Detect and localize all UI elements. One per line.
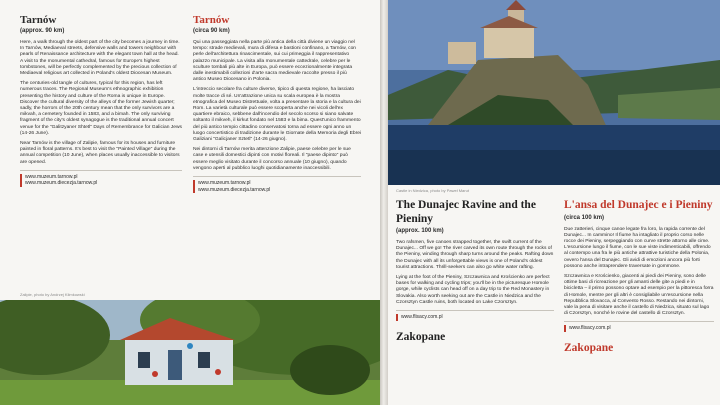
divider bbox=[20, 170, 182, 171]
dunajec-title-it: L'ansa del Dunajec e i Pieniny bbox=[564, 199, 713, 211]
tarnow-distance-en: (approx. 90 km) bbox=[20, 28, 65, 34]
tarnow-para2-en: The centuries-old tangle of cultures, typical for this region, has left numerous traces. The Regional Museum's ethnographic exhibition presenting the history and culture of the Roma is unique in Europe. Discover the cultural diversity of the alleys of the former Jewish quarter; sadly, the horrors of the 20th century mean that the only survivors are a mikvah, a cemetery founded in 1583, and a bimah. The only surviving fragment of the city's oldest synagogue is the traditional annual concert venue for the "Galitzyaner Shtetl" Days of Remembrance for Galician Jews (14-26 June). bbox=[20, 81, 182, 136]
tarnow-para3-en: Near Tarnów is the village of Zalipie, famous for its houses and furniture painted in floral patterns. It's best to visit the "Painted Village" during the annual competition (10 June), when places usually inaccessible to visitors are opened. bbox=[20, 141, 180, 165]
tarnow-english-column bbox=[20, 14, 182, 187]
link-flisacy-it[interactable]: www.flisacy.com.pl bbox=[564, 325, 714, 332]
zakopane-title-en: Zakopane bbox=[396, 330, 446, 343]
dunajec-distance-en: (approx. 100 km) bbox=[396, 228, 444, 234]
zalipie-cottage-photo bbox=[0, 300, 380, 405]
niedzica-castle-photo bbox=[388, 0, 720, 185]
tarnow-para1-en: Here, a walk through the oldest part of the city becomes a journey in time. In Tarnów, Mediaeval streets, defensive walls and towers neighbour with pearls of Renaissance architecture with the elegant town hall at the head. A visit to the monumental cathedral, famous for Europe's highest tombstones, will be perfectly complemented by the precious collection of Mediaeval religious art collected in Poland's oldest Diocesan Museum. bbox=[20, 40, 180, 77]
zakopane-title-it: Zakopane bbox=[564, 341, 614, 354]
tarnow-title-it: Tarnów bbox=[193, 14, 230, 26]
link-muzeum-diecezja-en[interactable]: www.muzeum.diecezja.tarnow.pl bbox=[20, 180, 182, 187]
link-muzeum-tarnow-en[interactable]: www.muzeum.tarnow.pl bbox=[20, 174, 182, 181]
tarnow-distance-it: (circa 90 km) bbox=[193, 28, 230, 34]
dunajec-title-en: The Dunajec Ravine and the Pieniny bbox=[396, 199, 536, 225]
dunajec-para2-it: Szczawnica e Krościenko, giacenti ai piedi dei Pieniny, sono delle ottime basi di ricreazione per gli amanti delle gite a piedi e in bicicletta – il primo possono optare ad esempio per la pittoresca forra di Homole, mentre per gli altri è consigliabile un'escursione nella Repubblica Slovacca, al Convento Rosso. Restando nei dintorni, vale la pena di visitare anche il castello di Niedzica, situato sul lago di Czorsztyn, nonché le rovine del castello di Czorsztyn. bbox=[564, 273, 714, 317]
tarnow-para1-it: Qui una passeggiata nella parte più antica della città diviene un viaggio nel tempo: strade medievali, mura di difesa e bastioni confinano, a Tarnów, con perle dell'architettura rinascimentale, sui cui primeggia il rappresentativo palazzo municipale. La visita alla monumentale cattedrale, celebre per le sculture tombali più alte in Europa, può essere eccezionalmente integrata dalle inestimabili collezioni d'arte sacra medievale raccolte presso il più antico Museo Diocesano in Polonia. bbox=[193, 40, 357, 83]
dunajec-para1-it: Due zatterieri, cinque canoe legate fra loro, la rapida corrente del Dunajec... In cammino! Il fiume ha intagliato il proprio corso nelle rocce dei Pieniny, serpeggiando con curve strette attorno alle cime. L'escursione lungo il fiume, con le sue viste indimenticabili, offrendo al contempo una fra le più antiche attrattive turistiche della Polonia, ovvero l'ansa del Dunajec. Gli avidi di emozioni ancora più forti possono anche intraprendere traversate in gommone. bbox=[564, 226, 711, 269]
tarnow-para2-it: L'intreccio secolare fra culture diverse, tipico di questa regione, ha lasciato molte tracce di sé. Un'attrazione unica su scala europea è la mostra etnografica del Museo Distrettuale, volta a presentare la storia e la cultura dei Rom. La varietà culturale può essere scoperta anche nei vicoli dell'ex quartiere ebraico, sebbene dall'incendio del secolo scorso si siano salvate soltanto il mikveh, il kirkut fondato nel 1583 e la bima. Quest'unico frammento del più antico tempio cittadino conservatosi torna ad essere ogni anno un luogo concertistico di tradizione durante le Giornate della Memoria degli Ebrei Galiziani "Galicjaner Sztetl" (14-26 giugno). bbox=[193, 87, 362, 143]
dunajec-italian-column bbox=[564, 199, 714, 355]
tarnow-para3-it: Nei dintorni di Tarnów merita attenzione Zalipie, paese celebre per le sue case e utensili domestici dipinti con motivi floreali. Il "paese dipinto" può essere meglio visitato durante il concorso annuale (10 giugno), quando vengono aperti al pubblico luoghi quotidianamente inaccessibili. bbox=[193, 147, 351, 171]
link-flisacy-en[interactable]: www.flisacy.com.pl bbox=[396, 314, 554, 321]
divider bbox=[193, 176, 361, 177]
zalipie-photo-caption: Zalipie, photo by Andrzej Klimkowski bbox=[20, 292, 85, 297]
dunajec-distance-it: (circa 100 km) bbox=[564, 214, 605, 221]
divider bbox=[396, 310, 554, 311]
divider bbox=[564, 321, 714, 322]
link-muzeum-tarnow-it[interactable]: www.muzeum.tarnow.pl bbox=[193, 180, 361, 187]
book-gutter bbox=[380, 0, 388, 405]
link-muzeum-diecezja-it[interactable]: www.muzeum.diecezja.tarnow.pl bbox=[193, 187, 361, 194]
dunajec-para2-en: Lying at the foot of the Pieniny, Szczawnica and Krościenko are perfect bases for walking and cycling trips; you'll be in the picturesque Homole gorge, while cyclists can head off on a day trip to the Red Monastery in Slovakia. Also worth seeking out are the Castle in Niedzica and the Czorsztyn Castle ruins, both located on Lake Czorsztyn. bbox=[396, 275, 550, 305]
tarnow-italian-column bbox=[193, 14, 361, 193]
right-page bbox=[388, 0, 720, 405]
dunajec-para1-en: Two rafsmen, five canoes strapped together, the swift current of the Dunajec... Off we go! The river carved its own route through the rocks of the Pieniny, winding through sharp turns around the peaks. Rafting down the Dunajec with all its unforgettable views is one of Poland's oldest tourist attractions. Thrill-seekers can also go white water rafting. bbox=[396, 240, 554, 270]
tarnow-title-en: Tarnów bbox=[20, 14, 57, 26]
niedzica-photo-caption: Castle in Niedzica, photo by Paweł Marut bbox=[396, 188, 469, 193]
dunajec-english-column bbox=[396, 199, 554, 344]
